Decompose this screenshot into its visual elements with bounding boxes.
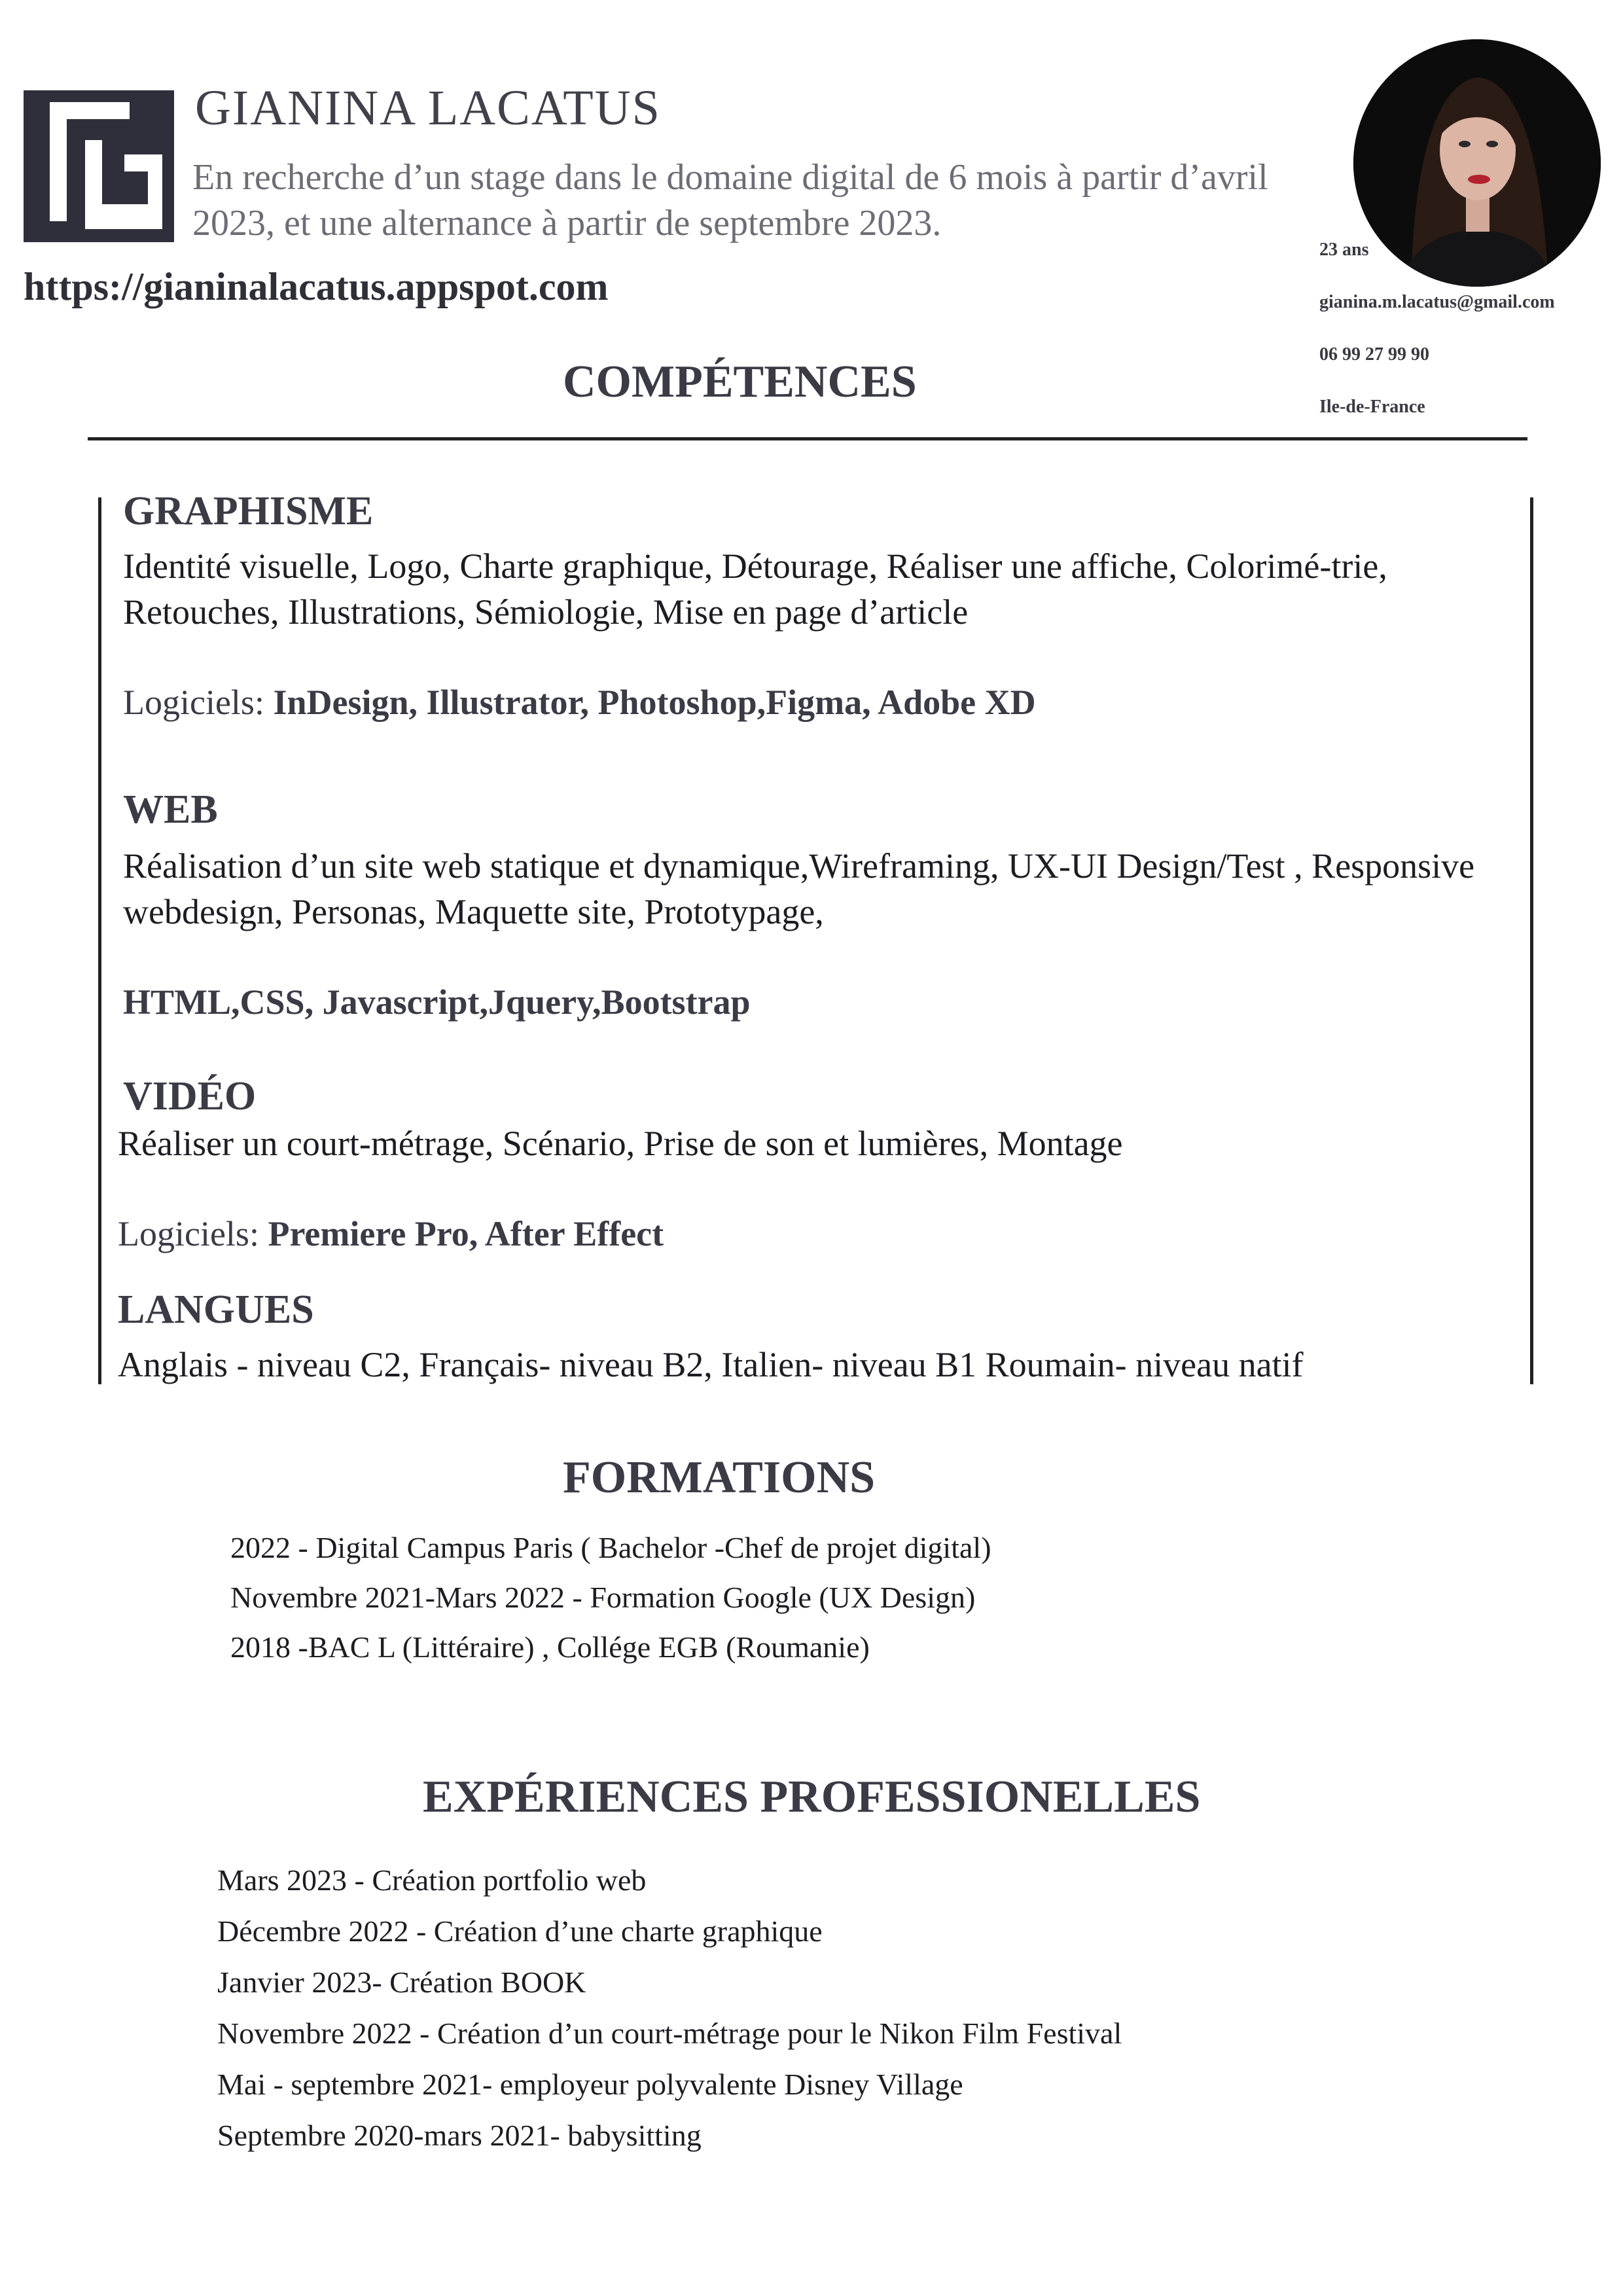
section-divider [88, 437, 1527, 440]
langues-text: Anglais - niveau C2, Français- niveau B2, Italien- niveau B1 Roumain- niveau natif [118, 1345, 1304, 1384]
job-search-tagline: En recherche d’un stage dans le domaine digital de 6 mois à partir d’avril 2023, et une alternance à partir de septembre 2023. [192, 157, 1268, 243]
graphisme-software [123, 682, 1036, 723]
formation-item: 2022 - Digital Campus Paris ( Bachelor -Chef de projet digital) [230, 1531, 991, 1564]
web-heading: WEB [123, 787, 218, 832]
age-text: 23 ans [1319, 240, 1369, 260]
location-text: Ile-de-France [1319, 397, 1425, 417]
web-skills: Réalisation d’un site web statique et dynamique,Wireframing, UX-UI Design/Test , Responsive webdesign, Personas, Maquette site, Prototypage, [123, 846, 1475, 931]
right-border-line [1530, 497, 1533, 1384]
web-technologies [123, 982, 751, 1022]
software-list: Premiere Pro, After Effect [268, 1214, 664, 1253]
langues-heading: LANGUES [118, 1287, 314, 1332]
competences-title: COMPÉTENCES [563, 357, 917, 407]
formation-item: Novembre 2021-Mars 2022 - Formation Google (UX Design) [230, 1581, 976, 1614]
profile-photo-icon [1353, 39, 1601, 287]
candidate-name: GIANINA LACATUS [195, 81, 661, 135]
experience-item: Janvier 2023- Création BOOK [217, 1965, 586, 1999]
email-text[interactable]: gianina.m.lacatus@gmail.com [1319, 292, 1555, 312]
formations-title: FORMATIONS [563, 1452, 876, 1503]
experience-item: Mai - septembre 2021- employeur polyvalente Disney Village [217, 2068, 963, 2101]
experience-item: Mars 2023 - Création portfolio web [217, 1863, 647, 1897]
experience-item: Septembre 2020-mars 2021- babysitting [217, 2119, 702, 2152]
monogram-gl-logo-icon [24, 90, 174, 242]
experiences-title: EXPÉRIENCES PROFESSIONELLES [423, 1772, 1201, 1822]
formation-item: 2018 -BAC L (Littéraire) , Collége EGB (Roumanie) [230, 1630, 870, 1664]
left-border-line [98, 497, 101, 1384]
experience-item: Novembre 2022 - Création d’un court-métrage pour le Nikon Film Festival [217, 2017, 1122, 2050]
experience-item: Décembre 2022 - Création d’une charte graphique [217, 1914, 823, 1948]
software-list: InDesign, Illustrator, Photoshop,Figma, Adobe XD [273, 683, 1036, 722]
graphisme-skills: Identité visuelle, Logo, Charte graphique, Détourage, Réaliser une affiche, Colorimé-trie, Retouches, Illustrations, Sémiologie, Mise en page d’article [123, 547, 1387, 632]
video-heading: VIDÉO [123, 1074, 257, 1119]
software-label: Logiciels: [123, 683, 274, 722]
phone-text[interactable]: 06 99 27 99 90 [1319, 344, 1429, 365]
graphisme-heading: GRAPHISME [123, 489, 374, 533]
portfolio-website-link[interactable]: https://gianinalacatus.appspot.com [24, 265, 609, 308]
software-label: Logiciels: [118, 1214, 268, 1253]
video-software [118, 1213, 664, 1254]
video-skills: Réaliser un court-métrage, Scénario, Prise de son et lumières, Montage [118, 1124, 1123, 1163]
tech-list: HTML,CSS, Javascript,Jquery,Bootstrap [123, 982, 751, 1022]
